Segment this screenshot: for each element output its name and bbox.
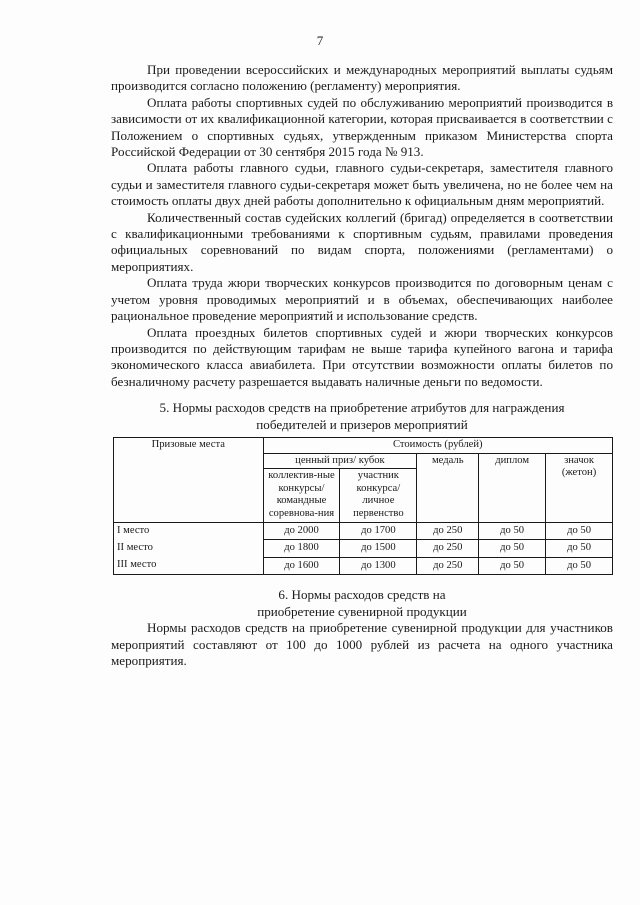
page-number: 7 — [316, 33, 324, 48]
badge-cost-cell: до 50 — [546, 540, 613, 558]
section-6-title-line-2: приобретение сувенирной продукции — [257, 603, 467, 619]
personal-cost-cell: до 1500 — [340, 540, 417, 558]
place-cell: II место — [114, 540, 264, 558]
team-cost-cell: до 1800 — [263, 540, 340, 558]
place-cell: I место — [114, 522, 264, 540]
diploma-cost-cell: до 50 — [479, 522, 546, 540]
header-diploma: диплом — [479, 453, 546, 522]
section-5-title-line-2: победителей и призеров мероприятий — [256, 416, 468, 432]
award-cost-table — [113, 437, 613, 575]
paragraph-qualification: Оплата работы спортивных судей по обслуживанию мероприятий производится в зависимости от их квалификационной категории, которая присваивается в соответствии с Положением о спортивных судьях, утвержденным приказом Министерства спорта Российской Федерации от 30 сентября 2015 года № 913. — [111, 94, 613, 160]
header-badge: значок (жетон) — [546, 453, 613, 522]
table-row — [114, 557, 613, 575]
paragraph-judges-payment: При проведении всероссийских и международных мероприятий выплаты судьям производится согласно положению (регламенту) мероприятия. — [111, 62, 613, 94]
paragraph-jury-payment: Оплата труда жюри творческих конкурсов производится по договорным ценам с учетом уровня проводимых мероприятий и в объемах, обеспечивающих наиболее рациональное проведение мероприятий и использование средств. — [111, 275, 613, 324]
badge-cost-cell: до 50 — [546, 522, 613, 540]
medal-cost-cell: до 250 — [417, 522, 479, 540]
paragraph-chief-judge: Оплата работы главного судьи, главного судьи-секретаря, заместителя главного судьи и заместителя главного судьи-секретаря может быть увеличена, но не более чем на стоимость оплаты двух дней работы дополнительно к официальным дням мероприятий. — [111, 160, 613, 209]
header-places: Призовые места — [114, 437, 264, 522]
table-row — [114, 540, 613, 558]
header-medal: медаль — [417, 453, 479, 522]
section-5-heading — [111, 400, 613, 433]
paragraph-souvenir-norms: Нормы расходов средств на приобретение сувенирной продукции для участников мероприятий составляют от 100 до 1000 рублей из расчета на одного участника мероприятия. — [111, 620, 613, 668]
section-5-title-line-1: 5. Нормы расходов средств на приобретение атрибутов для награждения — [159, 400, 565, 416]
medal-cost-cell: до 250 — [417, 540, 479, 558]
header-team: коллектив-ные конкурсы/ командные соревнова-ния — [263, 469, 340, 522]
diploma-cost-cell: до 50 — [479, 540, 546, 558]
header-personal: участник конкурса/ личное первенство — [340, 469, 417, 522]
section-6-title-line-1: 6. Нормы расходов средств на — [278, 587, 446, 603]
paragraph-travel-tickets: Оплата проездных билетов спортивных судей и жюри творческих конкурсов производится по действующим тарифам не выше тарифа купейного вагона и тарифа экономического класса авиабилета. При отсутствии возможности оплаты билетов по безналичному расчету разрешается выдавать наличные деньги по ведомости. — [111, 324, 613, 389]
team-cost-cell: до 2000 — [263, 522, 340, 540]
header-cost: Стоимость (рублей) — [263, 437, 612, 453]
diploma-cost-cell: до 50 — [479, 557, 546, 575]
place-cell: III место — [114, 557, 264, 575]
document-body — [111, 62, 613, 669]
section-6-heading — [111, 587, 613, 620]
table-row — [114, 522, 613, 540]
paragraph-panel-composition: Количественный состав судейских коллегий (бригад) определяется в соответствии с квалификационными требованиями к спортивным судьям, правилами проведения официальных соревнований по видам спорта, положениями (регламентами) о мероприятиях. — [111, 209, 613, 274]
medal-cost-cell: до 250 — [417, 557, 479, 575]
header-prize: ценный приз/ кубок — [263, 453, 417, 469]
personal-cost-cell: до 1300 — [340, 557, 417, 575]
personal-cost-cell: до 1700 — [340, 522, 417, 540]
team-cost-cell: до 1600 — [263, 557, 340, 575]
badge-cost-cell: до 50 — [546, 557, 613, 575]
